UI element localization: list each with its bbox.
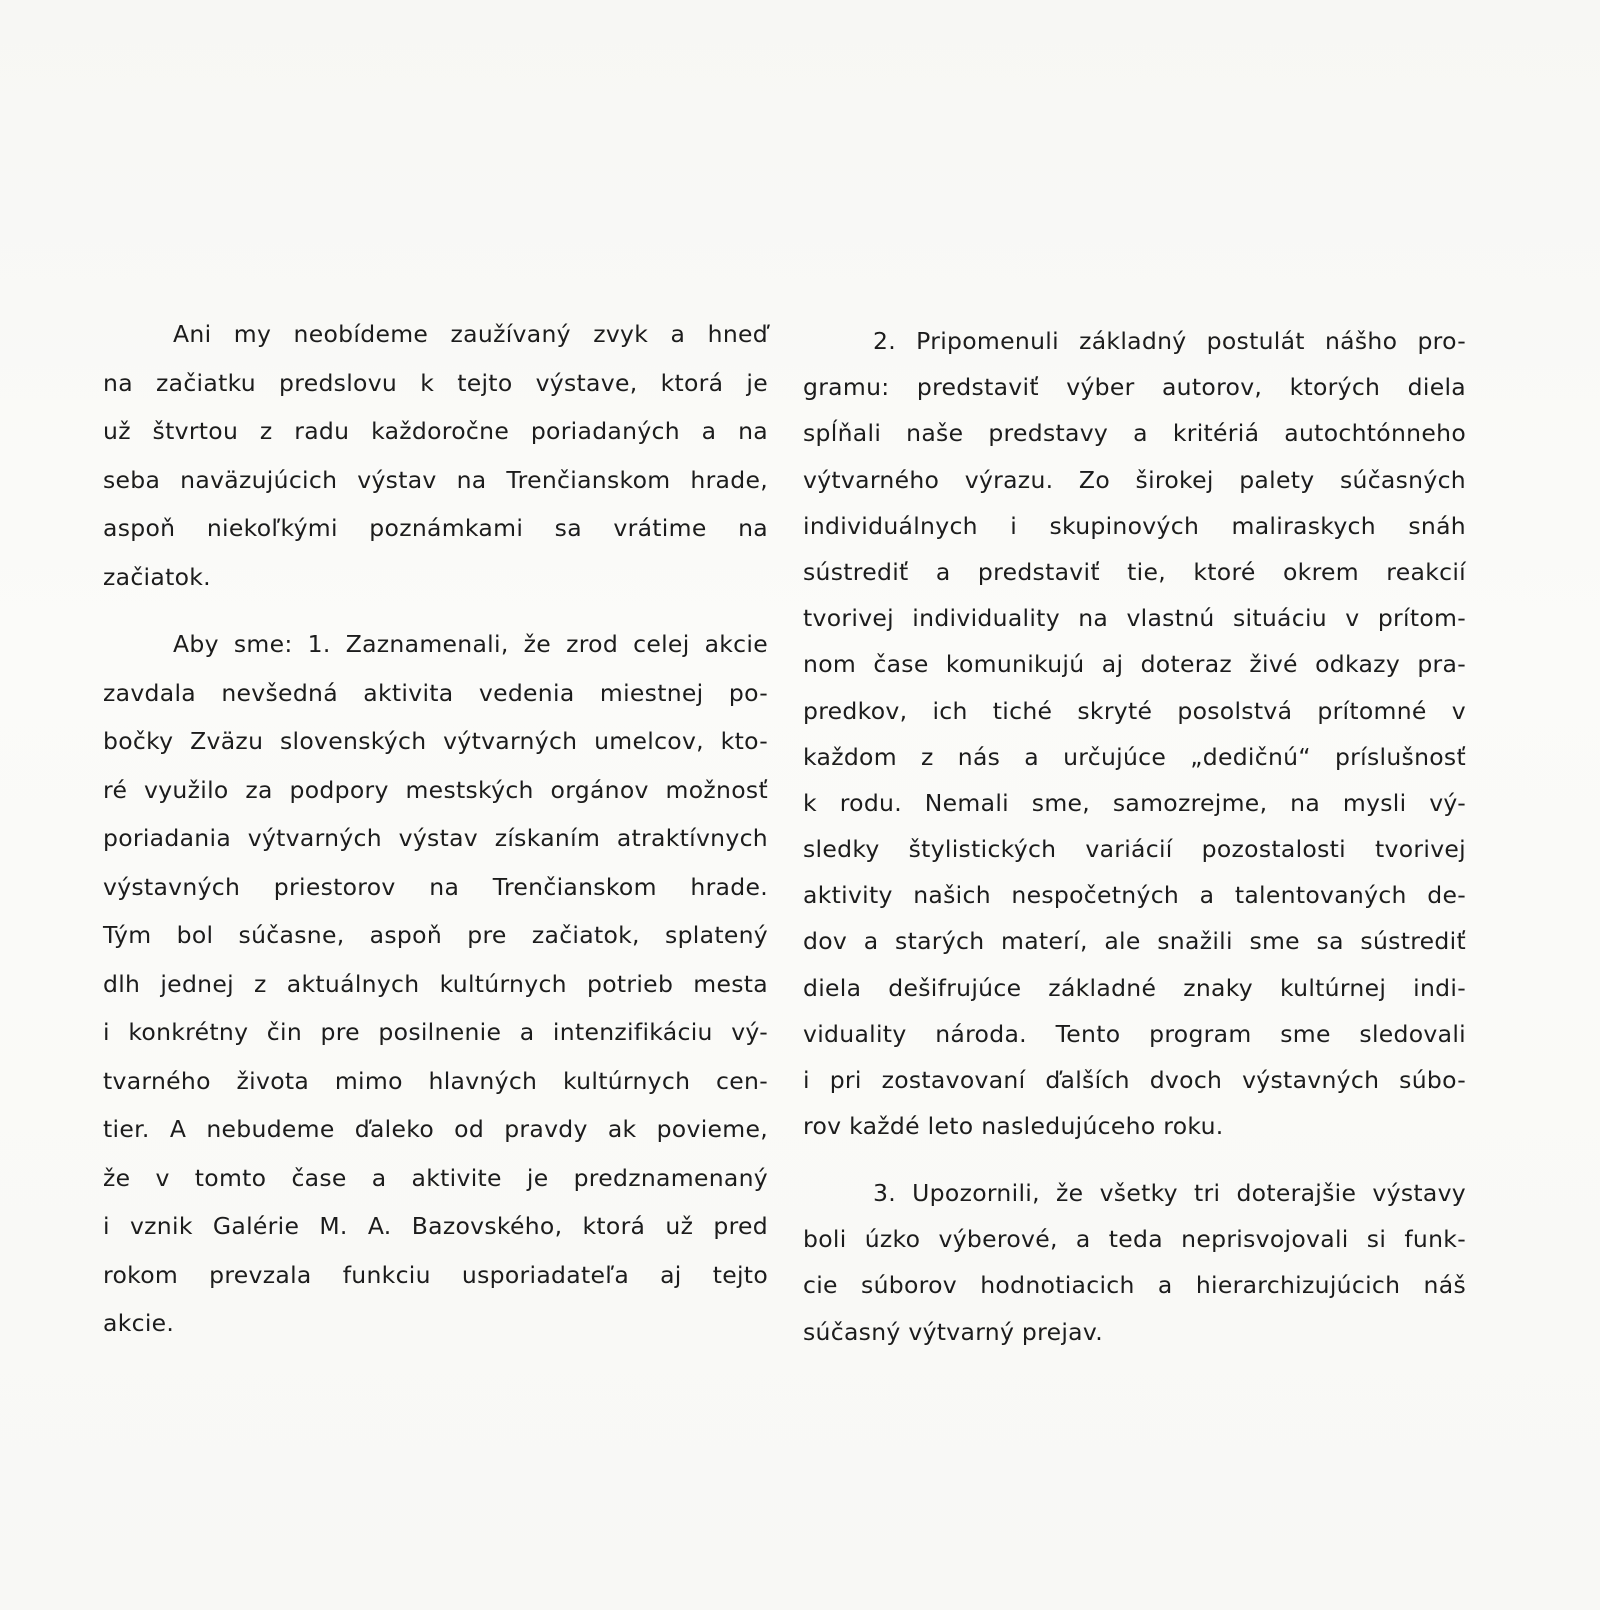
text-line: 3. Upozornili, že všetky tri doterajšie výstavy — [873, 1179, 1466, 1207]
text-line: každom z nás a určujúce „dedičnú“ príslušnosť — [803, 742, 1466, 771]
text-line: diela dešifrujúce základné znaky kultúrnej indi- — [803, 973, 1466, 1002]
text-line: tvorivej individuality na vlastnú situáciu v prítom- — [803, 604, 1466, 633]
text-line: individuálnych i skupinových maliraskych snáh — [803, 511, 1466, 540]
text-line: gramu: predstaviť výber autorov, ktorých diela — [803, 373, 1466, 402]
text-line: na začiatku predslovu k tejto výstave, ktorá je — [103, 368, 768, 397]
text-line: sústrediť a predstaviť tie, ktoré okrem reakcií — [803, 557, 1466, 586]
text-line: poriadania výtvarných výstav získaním atraktívnych — [103, 824, 768, 852]
text-line: boli úzko výberové, a teda neprisvojovali si funk- — [803, 1225, 1466, 1254]
text-line: aspoň niekoľkými poznámkami sa vrátime na — [103, 514, 768, 542]
text-line: 2. Pripomenuli základný postulát nášho pro- — [873, 327, 1466, 355]
text-line: Tým bol súčasne, aspoň pre začiatok, splatený — [103, 921, 768, 949]
text-line: výtvarného výrazu. Zo širokej palety súčasných — [803, 465, 1466, 494]
text-line: nom čase komunikujú aj doteraz živé odkazy pra- — [803, 650, 1466, 679]
text-line: bočky Zväzu slovenských výtvarných umelcov, kto- — [103, 727, 768, 755]
text-line: súčasný výtvarný prejav. — [803, 1317, 1104, 1346]
text-line: akcie. — [103, 1309, 175, 1337]
text-line: i konkrétny čin pre posilnenie a intenzifikáciu vý- — [103, 1018, 768, 1046]
text-line: výstavných priestorov na Trenčianskom hrade. — [103, 872, 768, 901]
text-line: Ani my neobídeme zaužívaný zvyk a hneď — [173, 320, 768, 348]
text-line: rokom prevzala funkciu usporiadateľa aj tejto — [103, 1260, 768, 1289]
paragraph-point-1 — [103, 620, 768, 1348]
text-line: spĺňali naše predstavy a kritériá autochtónneho — [803, 419, 1466, 448]
paragraph-point-3 — [803, 1170, 1466, 1355]
text-line: cie súborov hodnotiacich a hierarchizujúcich náš — [803, 1271, 1466, 1300]
text-line: ré využilo za podpory mestských orgánov možnosť — [103, 775, 768, 804]
text-line: k rodu. Nemali sme, samozrejme, na mysli vý- — [803, 788, 1466, 817]
paragraph-point-2 — [803, 318, 1466, 1149]
text-line: sledky štylistických variácií pozostalosti tvorivej — [803, 835, 1466, 864]
text-line: dlh jednej z aktuálnych kultúrnych potrieb mesta — [103, 969, 768, 998]
text-line: Aby sme: 1. Zaznamenali, že zrod celej akcie — [173, 630, 768, 658]
text-line: tvarného života mimo hlavných kultúrnych cen- — [103, 1066, 768, 1095]
text-line: predkov, ich tiché skryté posolstvá prítomné v — [803, 696, 1466, 725]
text-line: rov každé leto nasledujúceho roku. — [803, 1112, 1224, 1141]
paragraph-intro — [103, 310, 768, 601]
text-line: i pri zostavovaní ďalších dvoch výstavných súbo- — [803, 1066, 1466, 1094]
text-line: tier. A nebudeme ďaleko od pravdy ak povieme, — [103, 1115, 768, 1143]
text-line: viduality národa. Tento program sme sledovali — [803, 1019, 1466, 1048]
text-line: že v tomto čase a aktivite je predznamenaný — [103, 1163, 768, 1192]
text-line: začiatok. — [103, 562, 211, 591]
text-line: aktivity našich nespočetných a talentovaných de- — [803, 881, 1466, 910]
text-line: dov a starých materí, ale snažili sme sa sústrediť — [803, 927, 1466, 956]
text-line: seba naväzujúcich výstav na Trenčianskom hrade, — [103, 465, 768, 494]
text-line: i vznik Galérie M. A. Bazovského, ktorá už pred — [103, 1212, 768, 1240]
text-line: už štvrtou z radu každoročne poriadaných a na — [103, 417, 768, 445]
text-line: zavdala nevšedná aktivita vedenia miestnej po- — [103, 678, 768, 707]
